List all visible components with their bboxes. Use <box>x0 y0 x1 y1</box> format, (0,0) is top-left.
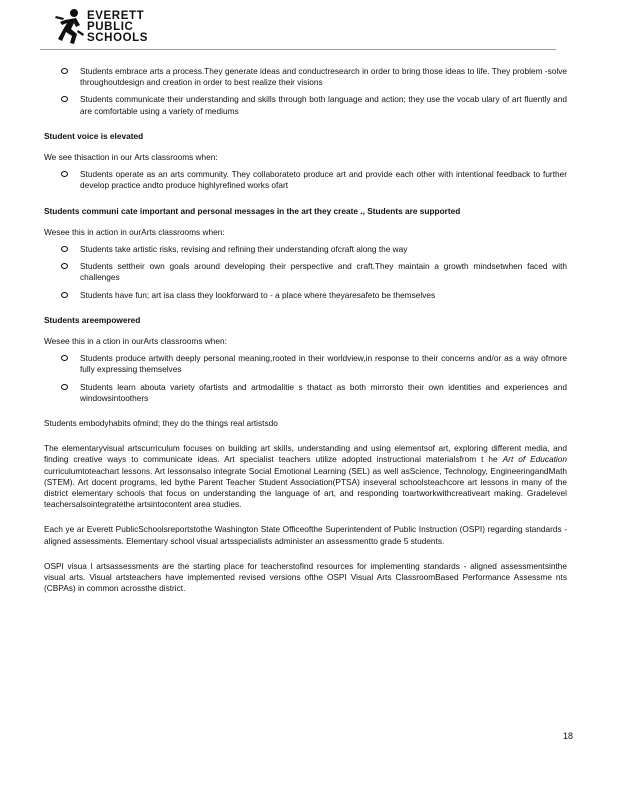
bullet-icon <box>61 292 68 298</box>
body-paragraph: Each ye ar Everett PublicSchoolsreportstothe Washington State Officeofthe Superintendent of Public Instruction (OSPI) regarding standards -aligned assessments. Elementary school visual artsspecialists administer an assessmentto grade 5 students. <box>44 524 567 546</box>
list-item <box>44 353 567 375</box>
list-item <box>44 261 567 283</box>
bullet-icon <box>61 355 68 361</box>
list-item-text: Students produce artwith deeply personal meaning,rooted in their worldview,in response to their concerns and/or as a way ofmore fully expressing themselves <box>80 353 567 375</box>
page-number: 18 <box>563 731 574 741</box>
district-logo <box>55 6 148 48</box>
bullet-icon <box>61 68 68 74</box>
logo-line: EVERETT <box>87 9 145 22</box>
list-item-text: Students communicate their understanding and skills through both language and action; they use the vocab ulary of art fluently and are comfortable using a variety of mediums <box>80 94 567 116</box>
list-item <box>44 94 567 116</box>
logo-line: SCHOOLS <box>87 31 149 44</box>
bullet-list <box>44 244 567 301</box>
bullet-icon <box>61 384 68 390</box>
curriculum-title: Art of Education <box>502 454 567 465</box>
list-item-text: Students have fun; art isa class they lookforward to - a place where theyaresafeto be themselves <box>80 289 436 300</box>
section-intro: Wesee this in a ction in ourArts classrooms when: <box>44 336 227 347</box>
list-item <box>44 66 567 88</box>
list-item <box>44 382 567 404</box>
paragraph-text: curriculumtoteachart lessons. Art lessonsalso integrate Social Emotional Learning (SEL) as well asScience, Technology, EngineeringandMath (STEM). Art docent programs, led bythe Parent Teacher Student Association(PTSA) inseveral schoolsteachcore art lessons in many of the district elementary schools that focus on understanding the language of art, and responding toartworkwithcreativeart making. Gradelevel teachersalsointegratethe artsintocontent area studies. <box>44 465 567 510</box>
list-item-text: Students settheir own goals around developing their perspective and craft.They maintain a growth mindsetwhen faced with challenges <box>80 261 567 283</box>
list-item <box>44 290 567 301</box>
bullet-icon <box>61 246 68 252</box>
bullet-icon <box>61 171 68 177</box>
runner-silhouette-icon <box>55 8 85 46</box>
list-item-text: Students operate as an arts community. They collaborateto produce art and provide each other with intentional feedback to further develop practice andto produce highlyrefined works ofart <box>80 169 567 191</box>
section-intro: We see thisaction in our Arts classrooms when: <box>44 152 218 163</box>
paragraph-text: The elementaryvisual artscurriculum focuses on building art skills, understanding and using elementsof art, exploring different media, and finding creative ways to communicate ideas. Art specialist teachers utilize adopted instructional materialsfrom t he <box>44 443 567 465</box>
section-heading: Students communi cate important and personal messages in the art they create ., Students are supported <box>44 205 461 216</box>
habits-statement: Students embodyhabits ofmind; they do the things real artistsdo <box>44 418 278 429</box>
section-intro: Wesee this in action in ourArts classrooms when: <box>44 226 225 237</box>
list-item <box>44 244 567 255</box>
bullet-list <box>44 66 567 117</box>
bullet-list <box>44 353 567 404</box>
logo-line: PUBLIC <box>87 20 134 33</box>
document-body <box>44 66 567 595</box>
section-heading: Student voice is elevated <box>44 130 144 141</box>
bullet-icon <box>61 96 68 102</box>
list-item-text: Students learn abouta variety ofartists and artmodalitie s thatact as both mirrorsto their own identities and experiences and windowsintoothers <box>80 381 567 403</box>
list-item-text: Students take artistic risks, revising and refining their understanding ofcraft along the way <box>80 244 408 255</box>
bullet-list <box>44 169 567 191</box>
header-divider <box>40 49 556 50</box>
list-item-text: Students embrace arts a process.They generate ideas and conductresearch in order to bring those ideas to life. They problem -solve throughoutdesign and creation in order to best realize their visions <box>80 66 567 88</box>
bullet-icon <box>61 263 68 269</box>
list-item <box>44 169 567 191</box>
section-heading: Students areempowered <box>44 314 141 325</box>
district-logo-text <box>87 11 148 44</box>
body-paragraph <box>44 443 567 510</box>
body-paragraph: OSPI visua l artsassessments are the starting place for teacherstofind resources for implementing standards - aligned assessmentsinthe visual arts. Visual artsteachers have implemented revised versions ofthe OSPI Visual Arts ClassroomBased Performance Assessme nts (CBPAs) in common acrossthe district. <box>44 560 567 594</box>
